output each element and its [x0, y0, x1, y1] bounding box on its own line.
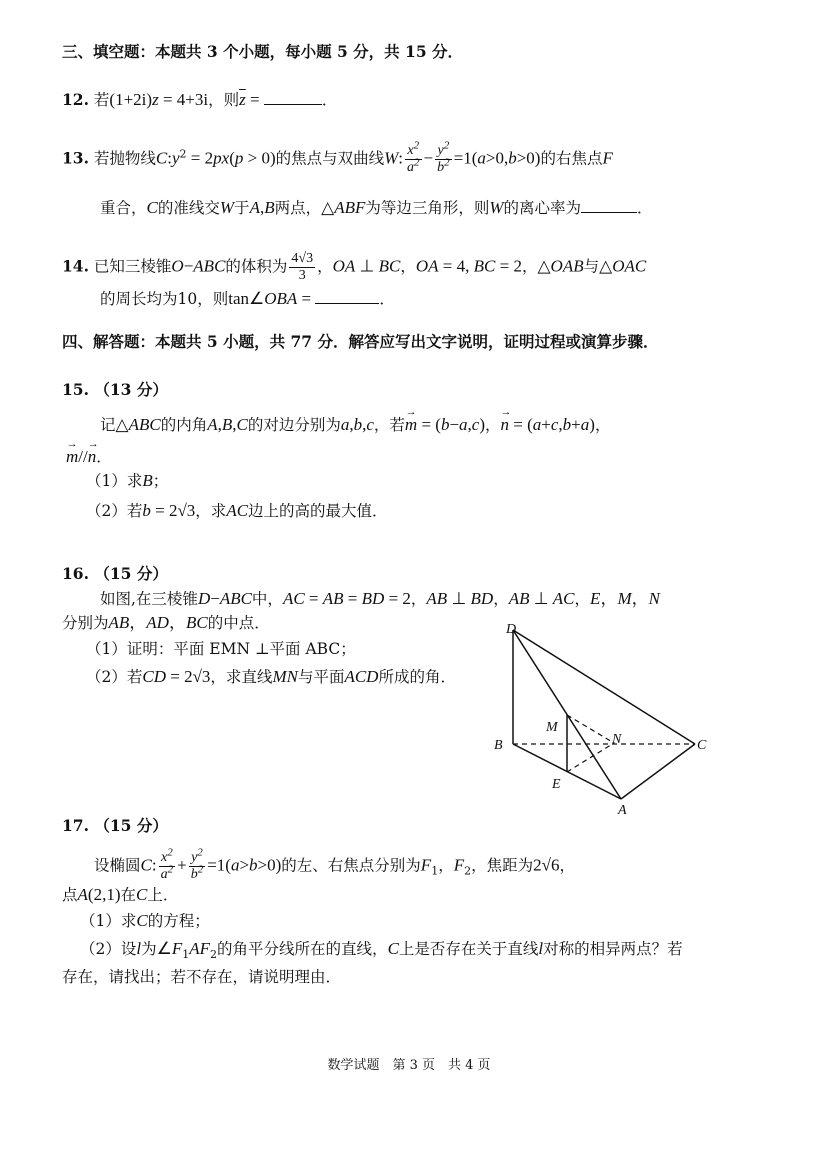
vertex-label-A: A: [618, 803, 627, 817]
tetrahedron-figure: [488, 617, 718, 817]
section-3-heading: 三、填空题：本题共 3 个小题，每小题 5 分，共 15 分．: [62, 42, 464, 61]
question-17-header: [62, 815, 168, 837]
edge-DA: [513, 630, 621, 799]
question-score: （15 分）: [94, 816, 168, 835]
question-15-part2: （2）若b = 2√3，求AC边上的高的最大值．: [86, 501, 388, 520]
question-16-part1: （1）证明：平面 EMN ⊥平面 ABC；: [86, 640, 356, 658]
edge-AC: [621, 744, 695, 799]
vertex-label-D: D: [506, 622, 517, 637]
question-16-stem: 如图,在三棱锥D−ABC中，AC = AB = BD = 2，AB ⊥ BD，AB ⊥ AC，E，M，N: [100, 589, 660, 608]
segment-EN-hidden: [567, 743, 614, 772]
question-15-part1: （1）求B；: [86, 471, 169, 490]
vertex-label-N: N: [612, 732, 622, 747]
question-14: 14. 已知三棱锥O−ABC的体积为 $\frac{4√3}{3}$ ，OA ⊥ BC，OA = 4, BC = 2，△OAB与△OAC: [62, 251, 647, 283]
answer-blank[interactable]: [581, 208, 637, 213]
answer-blank[interactable]: [264, 100, 322, 105]
question-number: 15.: [62, 380, 89, 399]
question-number: 14.: [62, 256, 89, 276]
question-score: （15 分）: [94, 564, 168, 583]
question-15-stem-line2: → m//→ n．: [66, 446, 112, 468]
question-17-part2: （2）设l为$\angle F_1AF_2$的角平分线所在的直线，C上是否存在关于直线l对称的相异两点？若: [80, 939, 683, 962]
question-number: 12.: [62, 90, 89, 109]
vertex-label-B: B: [494, 738, 503, 753]
question-14-line2: 的周长均为10，则tan∠OBA = ．: [100, 289, 395, 308]
question-16-header: [62, 563, 168, 585]
segment-MN-hidden: [567, 715, 614, 743]
question-score: （13 分）: [94, 380, 168, 399]
vertex-label-M: M: [546, 720, 558, 735]
edge-DC: [513, 630, 695, 744]
vertex-label-E: E: [552, 777, 561, 792]
question-13-line2: 重合，C的准线交W于A,B两点，△ABF为等边三角形，则W的离心率为 ．: [100, 198, 653, 217]
question-16-part2: （2）若CD = 2√3，求直线MN与平面ACD所成的角．: [86, 667, 456, 686]
vertex-label-C: C: [697, 738, 707, 753]
question-17-part1: （1）求C的方程；: [80, 911, 210, 930]
question-16-stem-line2: 分别为AB，AD，BC的中点．: [62, 613, 270, 632]
question-12: 12. 若(1+2i)z = 4+3i，则$\overline{z}$ = ．: [62, 90, 338, 109]
page-footer: 数学试题 第 3 页 共 4 页: [327, 1058, 491, 1073]
question-17-part2-line2: 存在，请找出；若不存在，请说明理由．: [62, 968, 342, 986]
question-13: 13. 若抛物线$C:y^2 = 2px(p > 0)$的焦点与双曲线W: $\frac{x^2}{a^2}$ − $\frac{y^2}{b^2}$ =1(a>0,b>0)的右焦点F: [62, 139, 613, 175]
question-number: 16.: [62, 564, 89, 583]
question-number: 17.: [62, 816, 89, 835]
question-17-stem: 设椭圆C: $\frac{x^2}{a^2}$ + $\frac{y^2}{b^2}$ =1(a>b>0)的左、右焦点分别为$F_1$，$F_2$，焦距为2√6，: [94, 846, 575, 882]
question-15-header: [62, 379, 168, 401]
question-15-stem: 记△ABC的内角A,B,C的对边分别为a,b,c，若→ m = (b−a,c)，→ n = (a+c,b+a)，: [100, 414, 610, 436]
answer-blank[interactable]: [315, 299, 379, 304]
section-4-heading: 四、解答题：本题共 5 小题，共 77 分．解答应写出文字说明，证明过程或演算步骤．: [62, 332, 659, 351]
question-17-stem-line2: 点A(2,1)在C上．: [62, 885, 179, 904]
question-number: 13.: [62, 148, 89, 168]
